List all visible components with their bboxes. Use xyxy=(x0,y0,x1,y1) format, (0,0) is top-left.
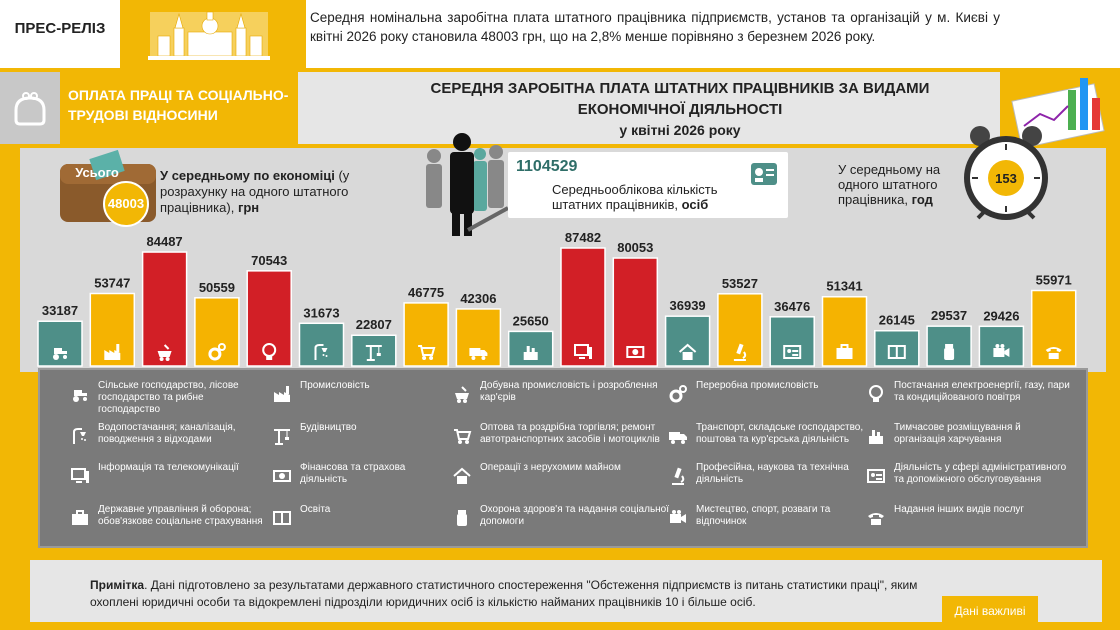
bar-value-label: 26145 xyxy=(878,312,915,328)
bar xyxy=(404,303,448,366)
bar-value-label: 42306 xyxy=(460,290,497,306)
bar-value-label: 29537 xyxy=(931,308,968,324)
money-icon xyxy=(272,466,292,486)
cart-icon xyxy=(452,426,472,446)
bar-group xyxy=(718,276,762,366)
bar-value-label: 33187 xyxy=(41,303,79,319)
bar-group xyxy=(90,276,134,366)
legend-label: Водопостачання; каналізація, поводження з відходами xyxy=(98,422,236,445)
microscope-icon xyxy=(668,466,688,486)
truck-icon xyxy=(668,426,688,446)
phone-icon xyxy=(866,508,886,528)
legend-label: Інформація та телекомунікації xyxy=(98,462,239,473)
bar-group xyxy=(195,280,239,366)
legend-label: Мистецтво, спорт, розваги та відпочинок xyxy=(696,504,831,527)
hours-unit: год xyxy=(911,192,933,207)
press-release-label: ПРЕС-РЕЛІЗ xyxy=(14,20,106,37)
legend-label: Сільське господарство, лісове господарство та рибне господарство xyxy=(98,380,239,415)
medicine-icon xyxy=(452,508,472,528)
shower-icon xyxy=(70,426,90,446)
bar-group xyxy=(979,308,1023,366)
bar-value-label: 31673 xyxy=(303,305,340,321)
avg-salary-desc: (у розрахунку на одного штатного працівника), xyxy=(160,168,350,215)
category-title: ОПЛАТА ПРАЦІ ТА СОЦІАЛЬНО-ТРУДОВІ ВІДНОСИНИ xyxy=(68,87,289,123)
camera-icon xyxy=(668,508,688,528)
bar-value-label: 53747 xyxy=(94,275,131,291)
legend-label: Державне управління й оборона; обов'язкове соціальне страхування xyxy=(98,504,263,527)
legend-label: Операції з нерухомим майном xyxy=(480,462,621,473)
bar-group xyxy=(509,313,553,366)
bar xyxy=(456,309,500,366)
legend-label: Тимчасове розміщування й організація харчування xyxy=(894,422,1021,445)
bar-group xyxy=(927,308,971,366)
bar-group xyxy=(561,230,605,366)
bar-group xyxy=(666,298,710,366)
medicine-icon xyxy=(944,344,954,360)
workers-text xyxy=(552,182,752,212)
bar-group xyxy=(770,299,814,366)
legend-label: Оптова та роздрібна торгівля; ремонт автотранспортних засобів і мотоциклів xyxy=(480,422,660,445)
id-badge-icon xyxy=(750,162,778,186)
legend-label: Професійна, наукова та технічна діяльність xyxy=(696,462,849,485)
bar-group xyxy=(456,291,500,366)
factory-icon xyxy=(272,384,292,404)
avg-salary-bold: У середньому по економіці xyxy=(160,168,335,183)
page-subtitle: у квітні 2026 року xyxy=(619,122,741,138)
legend-label: Постачання електроенергії, газу, пари та кондиційованого повітря xyxy=(894,380,1070,403)
hours-desc: У середньому на одного штатного працівника, xyxy=(838,162,941,207)
legend-label: Надання інших видів послуг xyxy=(894,504,1025,515)
bar-value-label: 46775 xyxy=(408,284,445,300)
legend-label: Охорона здоров'я та надання соціальної допомоги xyxy=(480,504,670,527)
note-body: . Дані підготовлено за результатами державного статистичного спостереження "Обстеження підприємств із питань статистики праці", яким охоплені юридичні особи та відокремлені підрозділи юридичних осіб із кількістю найманих працівників 10 і більше осіб. xyxy=(90,578,918,609)
total-label: Усього xyxy=(75,165,119,180)
bar-value-label: 87482 xyxy=(564,230,602,245)
legend-label: Переробна промисловість xyxy=(696,380,819,391)
bar xyxy=(352,335,396,366)
business-people-icon xyxy=(410,128,520,240)
bar-value-label: 51341 xyxy=(826,278,863,294)
bar-value-label: 55971 xyxy=(1035,272,1072,288)
mining-cart-icon xyxy=(452,384,472,404)
bar xyxy=(561,248,605,366)
bar-group xyxy=(875,313,919,366)
avg-salary-unit: грн xyxy=(237,200,260,215)
bar xyxy=(509,331,553,366)
wallet-total-graphic xyxy=(54,148,164,228)
workers-value: 1104529 xyxy=(516,158,578,175)
bar xyxy=(38,321,82,366)
note-text xyxy=(90,577,930,611)
avg-salary-text xyxy=(160,168,370,216)
bar-group xyxy=(38,303,82,366)
bar-group xyxy=(823,279,867,366)
legend-label: Будівництво xyxy=(300,422,357,433)
legend-label: Фінансова та страхова діяльність xyxy=(300,462,406,485)
legend-label: Добувна промисловість і розроблення кар'єрів xyxy=(480,380,658,403)
hours-value: 153 xyxy=(995,171,1017,186)
bar-value-label: 80053 xyxy=(617,240,654,256)
bar-value-label: 53527 xyxy=(721,275,758,291)
top-note-text: Середня номінальна заробітна плата штатного працівника підприємств, установ та організацій у м. Києві у квітні 2026 року становила 48003 грн, що на 2,8% менше порівняно з березнем 2026 року. xyxy=(310,10,1000,44)
note-bold: Примітка xyxy=(90,578,145,592)
bar-value-label: 25650 xyxy=(512,313,549,329)
briefcase-icon xyxy=(70,508,90,528)
book-icon xyxy=(272,508,292,528)
bar-value-label: 36939 xyxy=(669,298,706,314)
workers-unit: осіб xyxy=(681,197,709,212)
bar-group xyxy=(613,240,657,366)
bar-group xyxy=(247,253,291,366)
lightbulb-icon xyxy=(866,384,886,404)
bar-value-label: 84487 xyxy=(146,234,183,250)
computer-icon xyxy=(70,466,90,486)
legend-label: Промисловість xyxy=(300,380,370,391)
bar-value-label: 70543 xyxy=(251,252,288,268)
food-icon xyxy=(866,426,886,446)
hours-text xyxy=(838,162,958,207)
bar xyxy=(718,294,762,366)
bar-value-label: 29426 xyxy=(983,308,1020,324)
bar-value-label: 22807 xyxy=(355,317,392,333)
bar xyxy=(247,271,291,366)
id-card-icon xyxy=(866,466,886,486)
bar-group xyxy=(143,234,187,366)
bar xyxy=(195,298,239,366)
tractor-icon xyxy=(70,384,90,404)
bar xyxy=(143,252,187,366)
workers-desc: Середньооблікова кількість штатних працівників, xyxy=(552,182,718,212)
legend-label: Діяльність у сфері адміністративного та допоміжного обслуговування xyxy=(894,462,1067,485)
total-value: 48003 xyxy=(107,196,145,211)
legend-label: Освіта xyxy=(300,504,331,515)
gears-icon xyxy=(668,384,688,404)
bar-group xyxy=(1032,273,1076,366)
bar-group xyxy=(352,317,396,366)
bar-value-label: 36476 xyxy=(774,298,811,314)
house-icon xyxy=(452,466,472,486)
crane-icon xyxy=(272,426,292,446)
bar-group xyxy=(300,305,344,366)
data-important-badge[interactable]: Дані важливі xyxy=(942,596,1038,626)
bar-value-label: 50559 xyxy=(198,279,235,295)
legend-label: Транспорт, складське господарство, поштова та кур'єрська діяльність xyxy=(696,422,864,445)
bar-group xyxy=(404,285,448,366)
page-title: СЕРЕДНЯ ЗАРОБІТНА ПЛАТА ШТАТНИХ ПРАЦІВНИКІВ ЗА ВИДАМИ ЕКОНОМІЧНОЇ ДІЯЛЬНОСТІ xyxy=(430,80,930,118)
